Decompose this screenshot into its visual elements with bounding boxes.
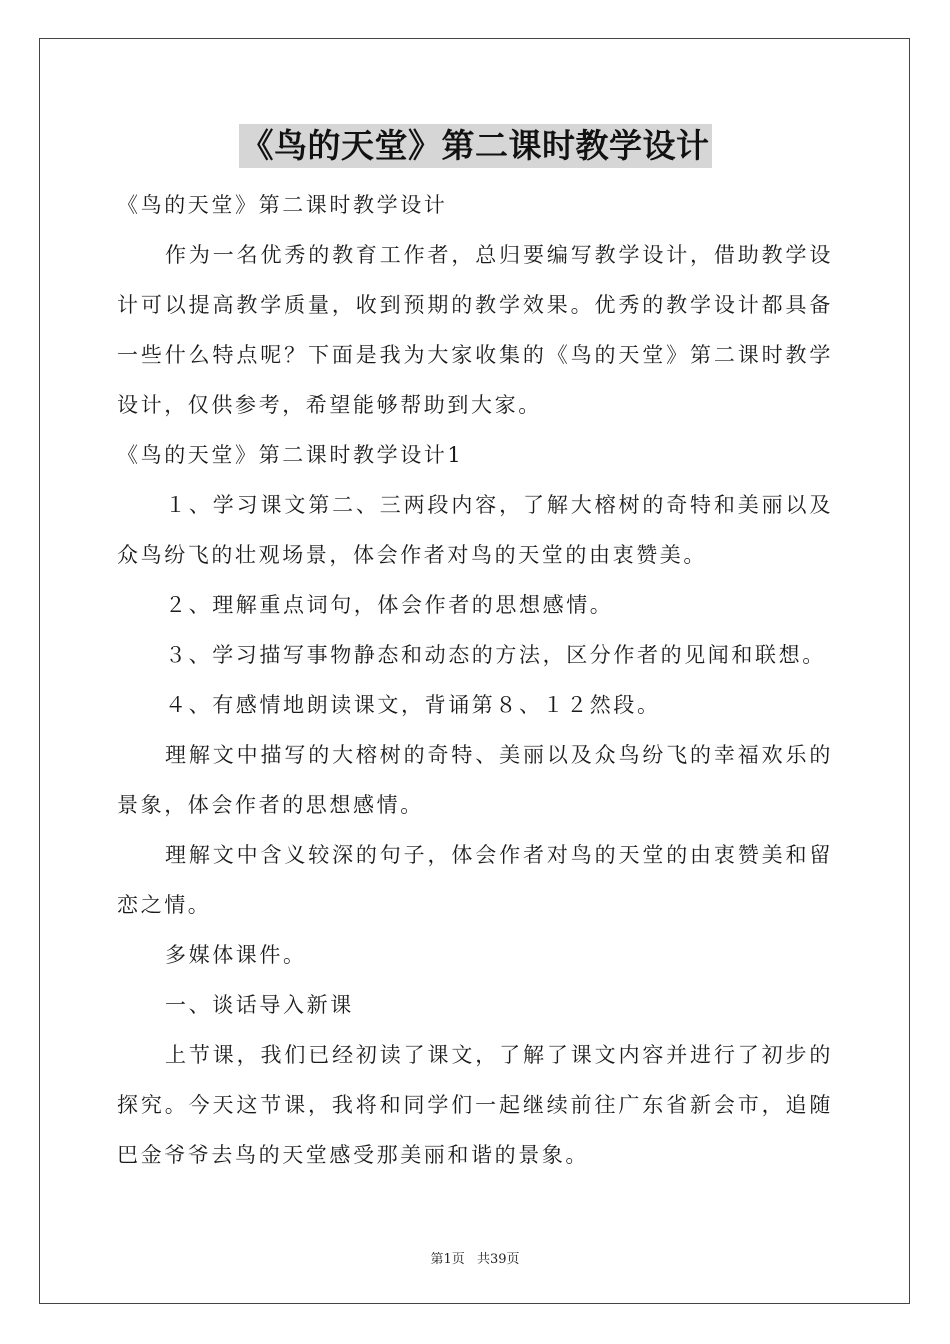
page-number: 第1页: [430, 1252, 465, 1267]
paragraph: 理解文中描写的大榕树的奇特、美丽以及众鸟纷飞的幸福欢乐的景象，体会作者的思想感情。: [117, 743, 833, 817]
paragraph: ４、有感情地朗读课文，背诵第８、１２然段。: [165, 693, 661, 717]
paragraph: 作为一名优秀的教育工作者，总归要编写教学设计，借助教学设计可以提高教学质量，收到预期的教学效果。优秀的教学设计都具备一些什么特点呢？下面是我为大家收集的《鸟的天堂》第二课时教学设计，仅供参考，希望能够帮助到大家。: [117, 243, 833, 417]
paragraph: 上节课，我们已经初读了课文，了解了课文内容并进行了初步的探究。今天这节课，我将和同学们一起继续前往广东省新会市，追随巴金爷爷去鸟的天堂感受那美丽和谐的景象。: [117, 1043, 833, 1167]
paragraph: ３、学习描写事物静态和动态的方法，区分作者的见闻和联想。: [165, 643, 826, 667]
paragraph: ２、理解重点词句，体会作者的思想感情。: [165, 593, 614, 617]
paragraph: １、学习课文第二、三两段内容，了解大榕树的奇特和美丽以及众鸟纷飞的壮观场景，体会作者对鸟的天堂的由衷赞美。: [117, 493, 833, 567]
paragraph: 《鸟的天堂》第二课时教学设计: [117, 193, 448, 217]
document-title: 《鸟的天堂》第二课时教学设计: [239, 124, 712, 168]
paragraph: 《鸟的天堂》第二课时教学设计1: [117, 443, 464, 467]
paragraph: 多媒体课件。: [165, 943, 307, 967]
paragraph: 理解文中含义较深的句子，体会作者对鸟的天堂的由衷赞美和留恋之情。: [117, 843, 833, 917]
document-body: [117, 180, 833, 1180]
paragraph: 一、谈话导入新课: [165, 993, 354, 1017]
page-total: 共39页: [476, 1252, 520, 1267]
title-wrapper: [0, 124, 950, 168]
page-footer: [0, 1248, 950, 1267]
